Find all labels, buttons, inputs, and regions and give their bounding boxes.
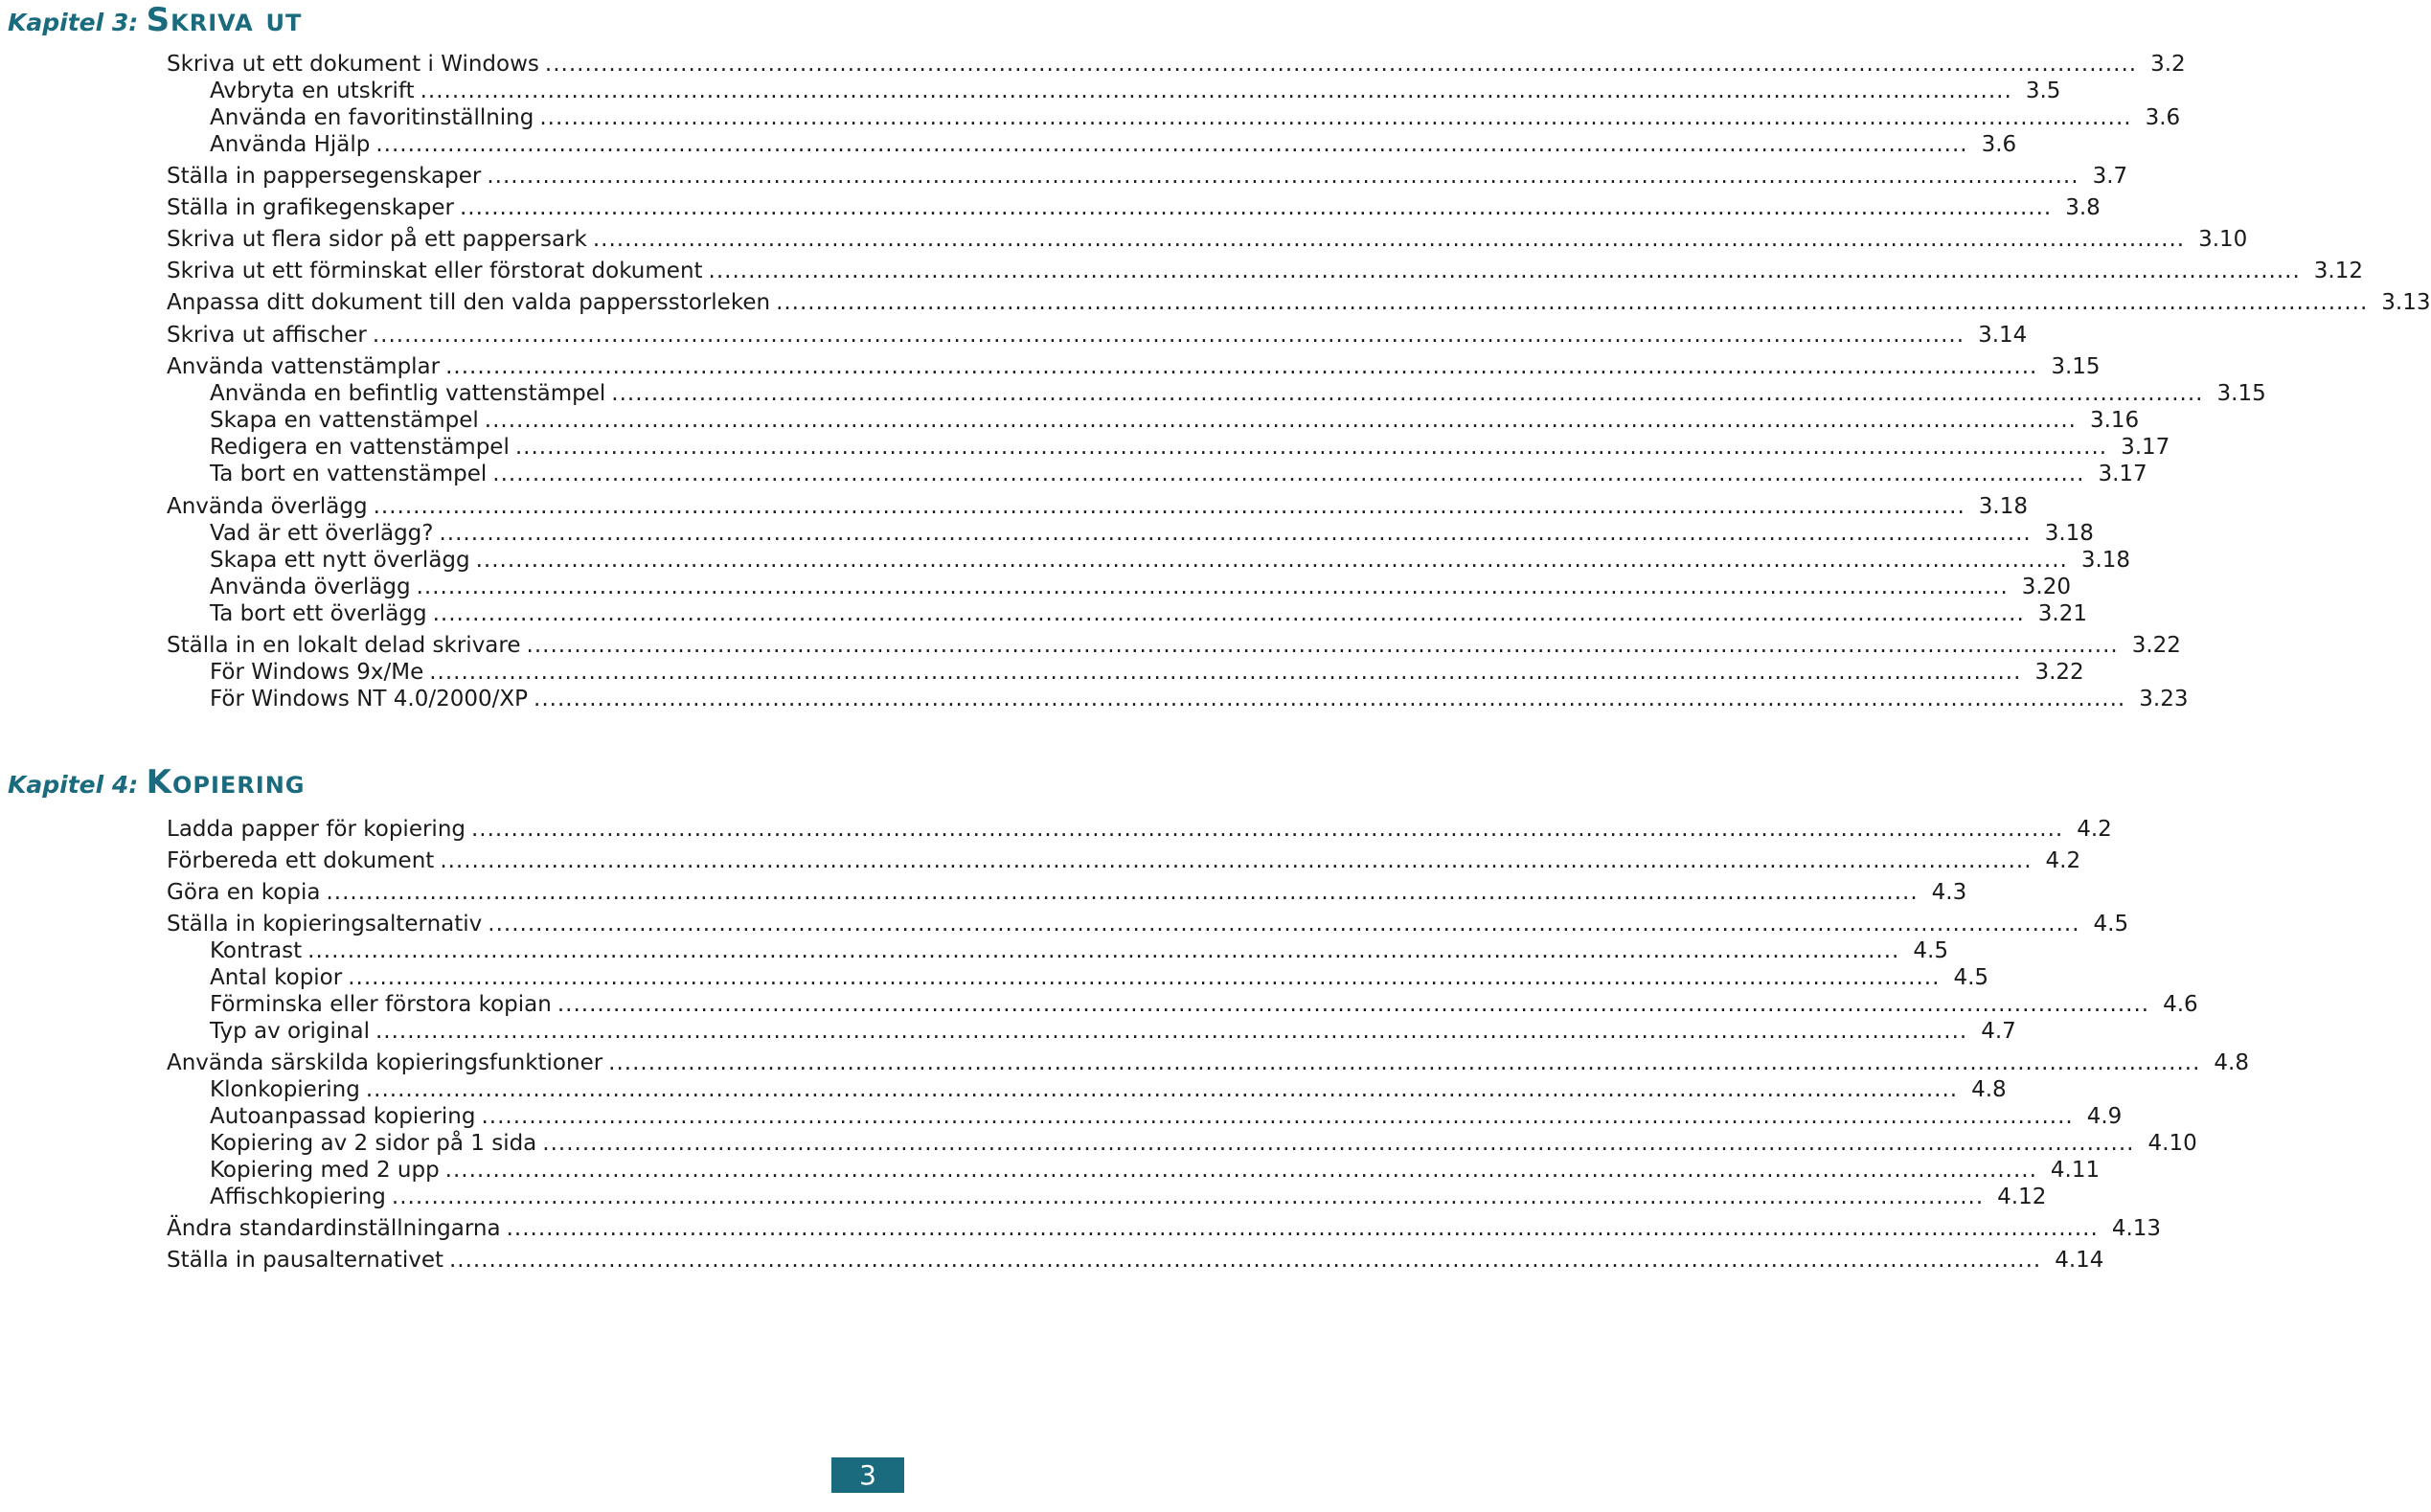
toc-entry-title: Klonkopiering	[210, 1077, 360, 1102]
toc-leader-dots: ........................................................................................................................................................................................................	[611, 381, 2204, 406]
toc-leader-dots: ........................................................................................................................................................................................................	[506, 1216, 2099, 1241]
toc-entry-page: 3.2	[2150, 52, 2186, 77]
toc-entry[interactable]	[167, 288, 2431, 317]
toc-entry[interactable]	[210, 379, 2266, 408]
toc-entry[interactable]	[167, 225, 2248, 254]
toc-entry-title: Använda en favoritinställning	[210, 105, 534, 130]
toc-entry[interactable]	[167, 846, 2081, 875]
toc-entry-page: 3.15	[2216, 381, 2266, 406]
toc-entry-title: Ta bort en vattenstämpel	[210, 462, 488, 486]
toc-entry[interactable]	[210, 519, 2094, 548]
toc-entry[interactable]	[210, 963, 1989, 992]
toc-entry-page: 4.5	[2093, 912, 2129, 937]
toc-entry[interactable]	[167, 815, 2112, 844]
toc-leader-dots: ........................................................................................................................................................................................................	[492, 462, 2085, 486]
toc-entry-page: 4.2	[2077, 817, 2112, 842]
toc-leader-dots: ........................................................................................................................................................................................................	[416, 575, 2009, 599]
toc-leader-dots: ........................................................................................................................................................................................................	[544, 52, 2138, 77]
toc-entry[interactable]	[210, 937, 1948, 965]
toc-entry-title: Antal kopior	[210, 965, 343, 990]
toc-entry-page: 3.14	[1978, 323, 2028, 348]
toc-entry-title: Kontrast	[210, 938, 303, 963]
toc-entry-page: 3.6	[1981, 132, 2017, 157]
toc-leader-dots: ........................................................................................................................................................................................................	[420, 79, 2012, 103]
toc-entry-title: Skapa ett nytt överlägg	[210, 548, 470, 573]
toc-entry-title: Skriva ut ett förminskat eller förstorat dokument	[167, 259, 703, 283]
toc-entry[interactable]	[167, 257, 2363, 285]
toc-entry-page: 3.17	[2121, 435, 2170, 460]
toc-leader-dots: ........................................................................................................................................................................................................	[708, 259, 2301, 283]
toc-entry[interactable]	[210, 990, 2198, 1019]
toc-entry-page: 3.21	[2037, 601, 2088, 626]
toc-leader-dots: ........................................................................................................................................................................................................	[365, 1077, 1959, 1102]
toc-entry[interactable]	[210, 103, 2181, 132]
toc-entry-title: Använda särskilda kopieringsfunktioner	[167, 1050, 603, 1075]
toc-leader-dots: ........................................................................................................................................................................................................	[445, 354, 2038, 379]
toc-entry-title: Skriva ut ett dokument i Windows	[167, 52, 539, 77]
toc-leader-dots: ........................................................................................................................................................................................................	[391, 1185, 1985, 1209]
toc-leader-dots: ........................................................................................................................................................................................................	[444, 1158, 2037, 1183]
toc-entry-page: 3.5	[2025, 79, 2061, 103]
toc-entry[interactable]	[210, 77, 2061, 105]
toc-entry-page: 3.18	[2080, 548, 2131, 573]
toc-entry-page: 4.3	[1931, 880, 1967, 905]
toc-leader-dots: ........................................................................................................................................................................................................	[439, 521, 2032, 546]
toc-entry[interactable]	[210, 1102, 2123, 1131]
toc-leader-dots: ........................................................................................................................................................................................................	[372, 323, 1965, 348]
toc-entry-page: 3.6	[2145, 105, 2181, 130]
toc-entry[interactable]	[210, 433, 2170, 462]
toc-leader-dots: ........................................................................................................................................................................................................	[373, 494, 1965, 519]
toc-entry-page: 3.10	[2198, 227, 2248, 252]
toc-entry-page: 3.7	[2092, 164, 2128, 189]
toc-entry-page: 3.18	[2044, 521, 2094, 546]
toc-entry-page: 4.6	[2163, 992, 2198, 1017]
toc-entry-page: 3.22	[2034, 660, 2084, 685]
toc-leader-dots: ........................................................................................................................................................................................................	[326, 880, 1919, 905]
toc-entry-page: 4.13	[2111, 1216, 2162, 1241]
toc-leader-dots: ........................................................................................................................................................................................................	[592, 227, 2186, 252]
toc-entry[interactable]	[167, 352, 2101, 381]
chapter-3-label: Kapitel 3:	[8, 9, 139, 36]
toc-entry-title: Använda en befintlig vattenstämpel	[210, 381, 606, 406]
toc-leader-dots: ........................................................................................................................................................................................................	[526, 633, 2119, 658]
toc-entry-title: Redigera en vattenstämpel	[210, 435, 510, 460]
toc-leader-dots: ........................................................................................................................................................................................................	[460, 195, 2053, 220]
toc-entry[interactable]	[167, 1214, 2162, 1243]
chapter-3-title: Skriva ut	[146, 1, 303, 39]
toc-entry-title: För Windows NT 4.0/2000/XP	[210, 687, 529, 711]
toc-leader-dots: ........................................................................................................................................................................................................	[307, 938, 1900, 963]
toc-entry[interactable]	[210, 1017, 2016, 1046]
toc-entry-page: 3.16	[2089, 408, 2140, 433]
chapter-4-title: Kopiering	[146, 763, 306, 801]
toc-entry[interactable]	[167, 878, 1967, 907]
toc-entry[interactable]	[167, 162, 2128, 191]
toc-entry-title: Vad är ett överlägg?	[210, 521, 434, 546]
toc-entry-title: Skriva ut flera sidor på ett pappersark	[167, 227, 587, 252]
toc-entry[interactable]	[210, 599, 2088, 628]
toc-entry[interactable]	[210, 460, 2147, 488]
toc-entry[interactable]	[210, 546, 2131, 575]
chapter-3-heading	[8, 1, 303, 39]
toc-entry-page: 3.22	[2131, 633, 2181, 658]
toc-entry-title: Ställa in en lokalt delad skrivare	[167, 633, 521, 658]
toc-entry[interactable]	[210, 1129, 2197, 1158]
toc-entry[interactable]	[167, 1246, 2104, 1275]
toc-entry-title: Ändra standardinställningarna	[167, 1216, 501, 1241]
toc-leader-dots: ........................................................................................................................................................................................................	[475, 548, 2068, 573]
toc-entry-page: 3.13	[2381, 290, 2431, 315]
toc-entry[interactable]	[210, 406, 2140, 435]
toc-entry-title: Ställa in pappersegenskaper	[167, 164, 482, 189]
toc-entry-page: 4.5	[1953, 965, 1989, 990]
toc-entry-title: Skapa en vattenstämpel	[210, 408, 479, 433]
toc-entry-page: 4.9	[2086, 1104, 2123, 1129]
toc-leader-dots: ........................................................................................................................................................................................................	[557, 992, 2150, 1017]
toc-leader-dots: ........................................................................................................................................................................................................	[432, 601, 2025, 626]
toc-entry-title: Ställa in pausalternativet	[167, 1248, 443, 1273]
toc-entry[interactable]	[167, 1049, 2249, 1077]
toc-entry-title: Affischkopiering	[210, 1185, 386, 1209]
toc-entry-title: Använda överlägg	[167, 494, 368, 519]
toc-entry-title: Kopiering av 2 sidor på 1 sida	[210, 1131, 537, 1156]
toc-entry-title: Autoanpassad kopiering	[210, 1104, 476, 1129]
chapter-4-heading	[8, 763, 306, 801]
toc-entry[interactable]	[167, 910, 2129, 938]
toc-entry[interactable]	[210, 1156, 2101, 1185]
toc-entry-title: Skriva ut affischer	[167, 323, 367, 348]
toc-entry-title: Avbryta en utskrift	[210, 79, 415, 103]
toc-leader-dots: ........................................................................................................................................................................................................	[348, 965, 1941, 990]
toc-entry-title: För Windows 9x/Me	[210, 660, 424, 685]
toc-entry-title: Kopiering med 2 upp	[210, 1158, 440, 1183]
toc-entry-page: 3.8	[2065, 195, 2101, 220]
toc-entry-title: Ställa in grafikegenskaper	[167, 195, 454, 220]
toc-entry[interactable]	[210, 658, 2084, 687]
toc-leader-dots: ........................................................................................................................................................................................................	[776, 290, 2369, 315]
toc-entry-page: 4.11	[2050, 1158, 2101, 1183]
toc-leader-dots: ........................................................................................................................................................................................................	[539, 105, 2132, 130]
toc-entry-page: 4.2	[2045, 848, 2081, 873]
toc-entry-page: 4.12	[1997, 1185, 2047, 1209]
toc-entry-page: 4.7	[1981, 1019, 2016, 1044]
toc-leader-dots: ........................................................................................................................................................................................................	[514, 435, 2108, 460]
page-number-badge: 3	[831, 1457, 904, 1493]
toc-entry-page: 3.12	[2313, 259, 2363, 283]
toc-entry-title: Använda överlägg	[210, 575, 411, 599]
toc-entry[interactable]	[210, 573, 2072, 601]
toc-entry[interactable]	[210, 130, 2017, 159]
toc-leader-dots: ........................................................................................................................................................................................................	[449, 1248, 2042, 1273]
toc-entry[interactable]	[167, 193, 2101, 222]
toc-entry-title: Ta bort ett överlägg	[210, 601, 427, 626]
toc-entry-title: Förminska eller förstora kopian	[210, 992, 552, 1017]
toc-leader-dots: ........................................................................................................................................................................................................	[481, 1104, 2074, 1129]
toc-entry-page: 4.10	[2147, 1131, 2197, 1156]
toc-entry[interactable]	[167, 631, 2181, 660]
toc-entry[interactable]	[210, 685, 2189, 713]
toc-entry[interactable]	[167, 321, 2028, 350]
toc-entry-page: 4.5	[1913, 938, 1948, 963]
toc-leader-dots: ........................................................................................................................................................................................................	[542, 1131, 2135, 1156]
toc-entry[interactable]	[167, 492, 2029, 521]
toc-entry-title: Anpassa ditt dokument till den valda pappersstorleken	[167, 290, 771, 315]
toc-entry-page: 4.8	[2214, 1050, 2249, 1075]
chapter-4-label: Kapitel 4:	[8, 771, 139, 799]
toc-leader-dots: ........................................................................................................................................................................................................	[471, 817, 2064, 842]
toc-leader-dots: ........................................................................................................................................................................................................	[534, 687, 2126, 711]
toc-leader-dots: ........................................................................................................................................................................................................	[484, 408, 2077, 433]
toc-entry-title: Ladda papper för kopiering	[167, 817, 466, 842]
toc-entry[interactable]	[167, 50, 2186, 79]
toc-entry-title: Göra en kopia	[167, 880, 321, 905]
toc-entry-title: Ställa in kopieringsalternativ	[167, 912, 483, 937]
toc-entry-title: Förbereda ett dokument	[167, 848, 435, 873]
toc-entry-page: 4.14	[2055, 1248, 2104, 1273]
toc-leader-dots: ........................................................................................................................................................................................................	[375, 1019, 1968, 1044]
toc-entry[interactable]	[210, 1183, 2047, 1211]
toc-leader-dots: ........................................................................................................................................................................................................	[487, 164, 2079, 189]
toc-entry-title: Typ av original	[210, 1019, 370, 1044]
toc-entry-page: 3.23	[2139, 687, 2189, 711]
toc-leader-dots: ........................................................................................................................................................................................................	[608, 1050, 2201, 1075]
toc-entry-page: 3.20	[2021, 575, 2072, 599]
toc-leader-dots: ........................................................................................................................................................................................................	[440, 848, 2033, 873]
toc-leader-dots: ........................................................................................................................................................................................................	[375, 132, 1968, 157]
toc-leader-dots: ........................................................................................................................................................................................................	[488, 912, 2080, 937]
toc-entry-title: Använda Hjälp	[210, 132, 371, 157]
toc-entry-page: 4.8	[1971, 1077, 2007, 1102]
toc-entry[interactable]	[210, 1075, 2007, 1104]
toc-entry-page: 3.18	[1978, 494, 2029, 519]
toc-entry-title: Använda vattenstämplar	[167, 354, 441, 379]
toc-leader-dots: ........................................................................................................................................................................................................	[429, 660, 2022, 685]
toc-entry-page: 3.15	[2051, 354, 2101, 379]
toc-entry-page: 3.17	[2098, 462, 2147, 486]
